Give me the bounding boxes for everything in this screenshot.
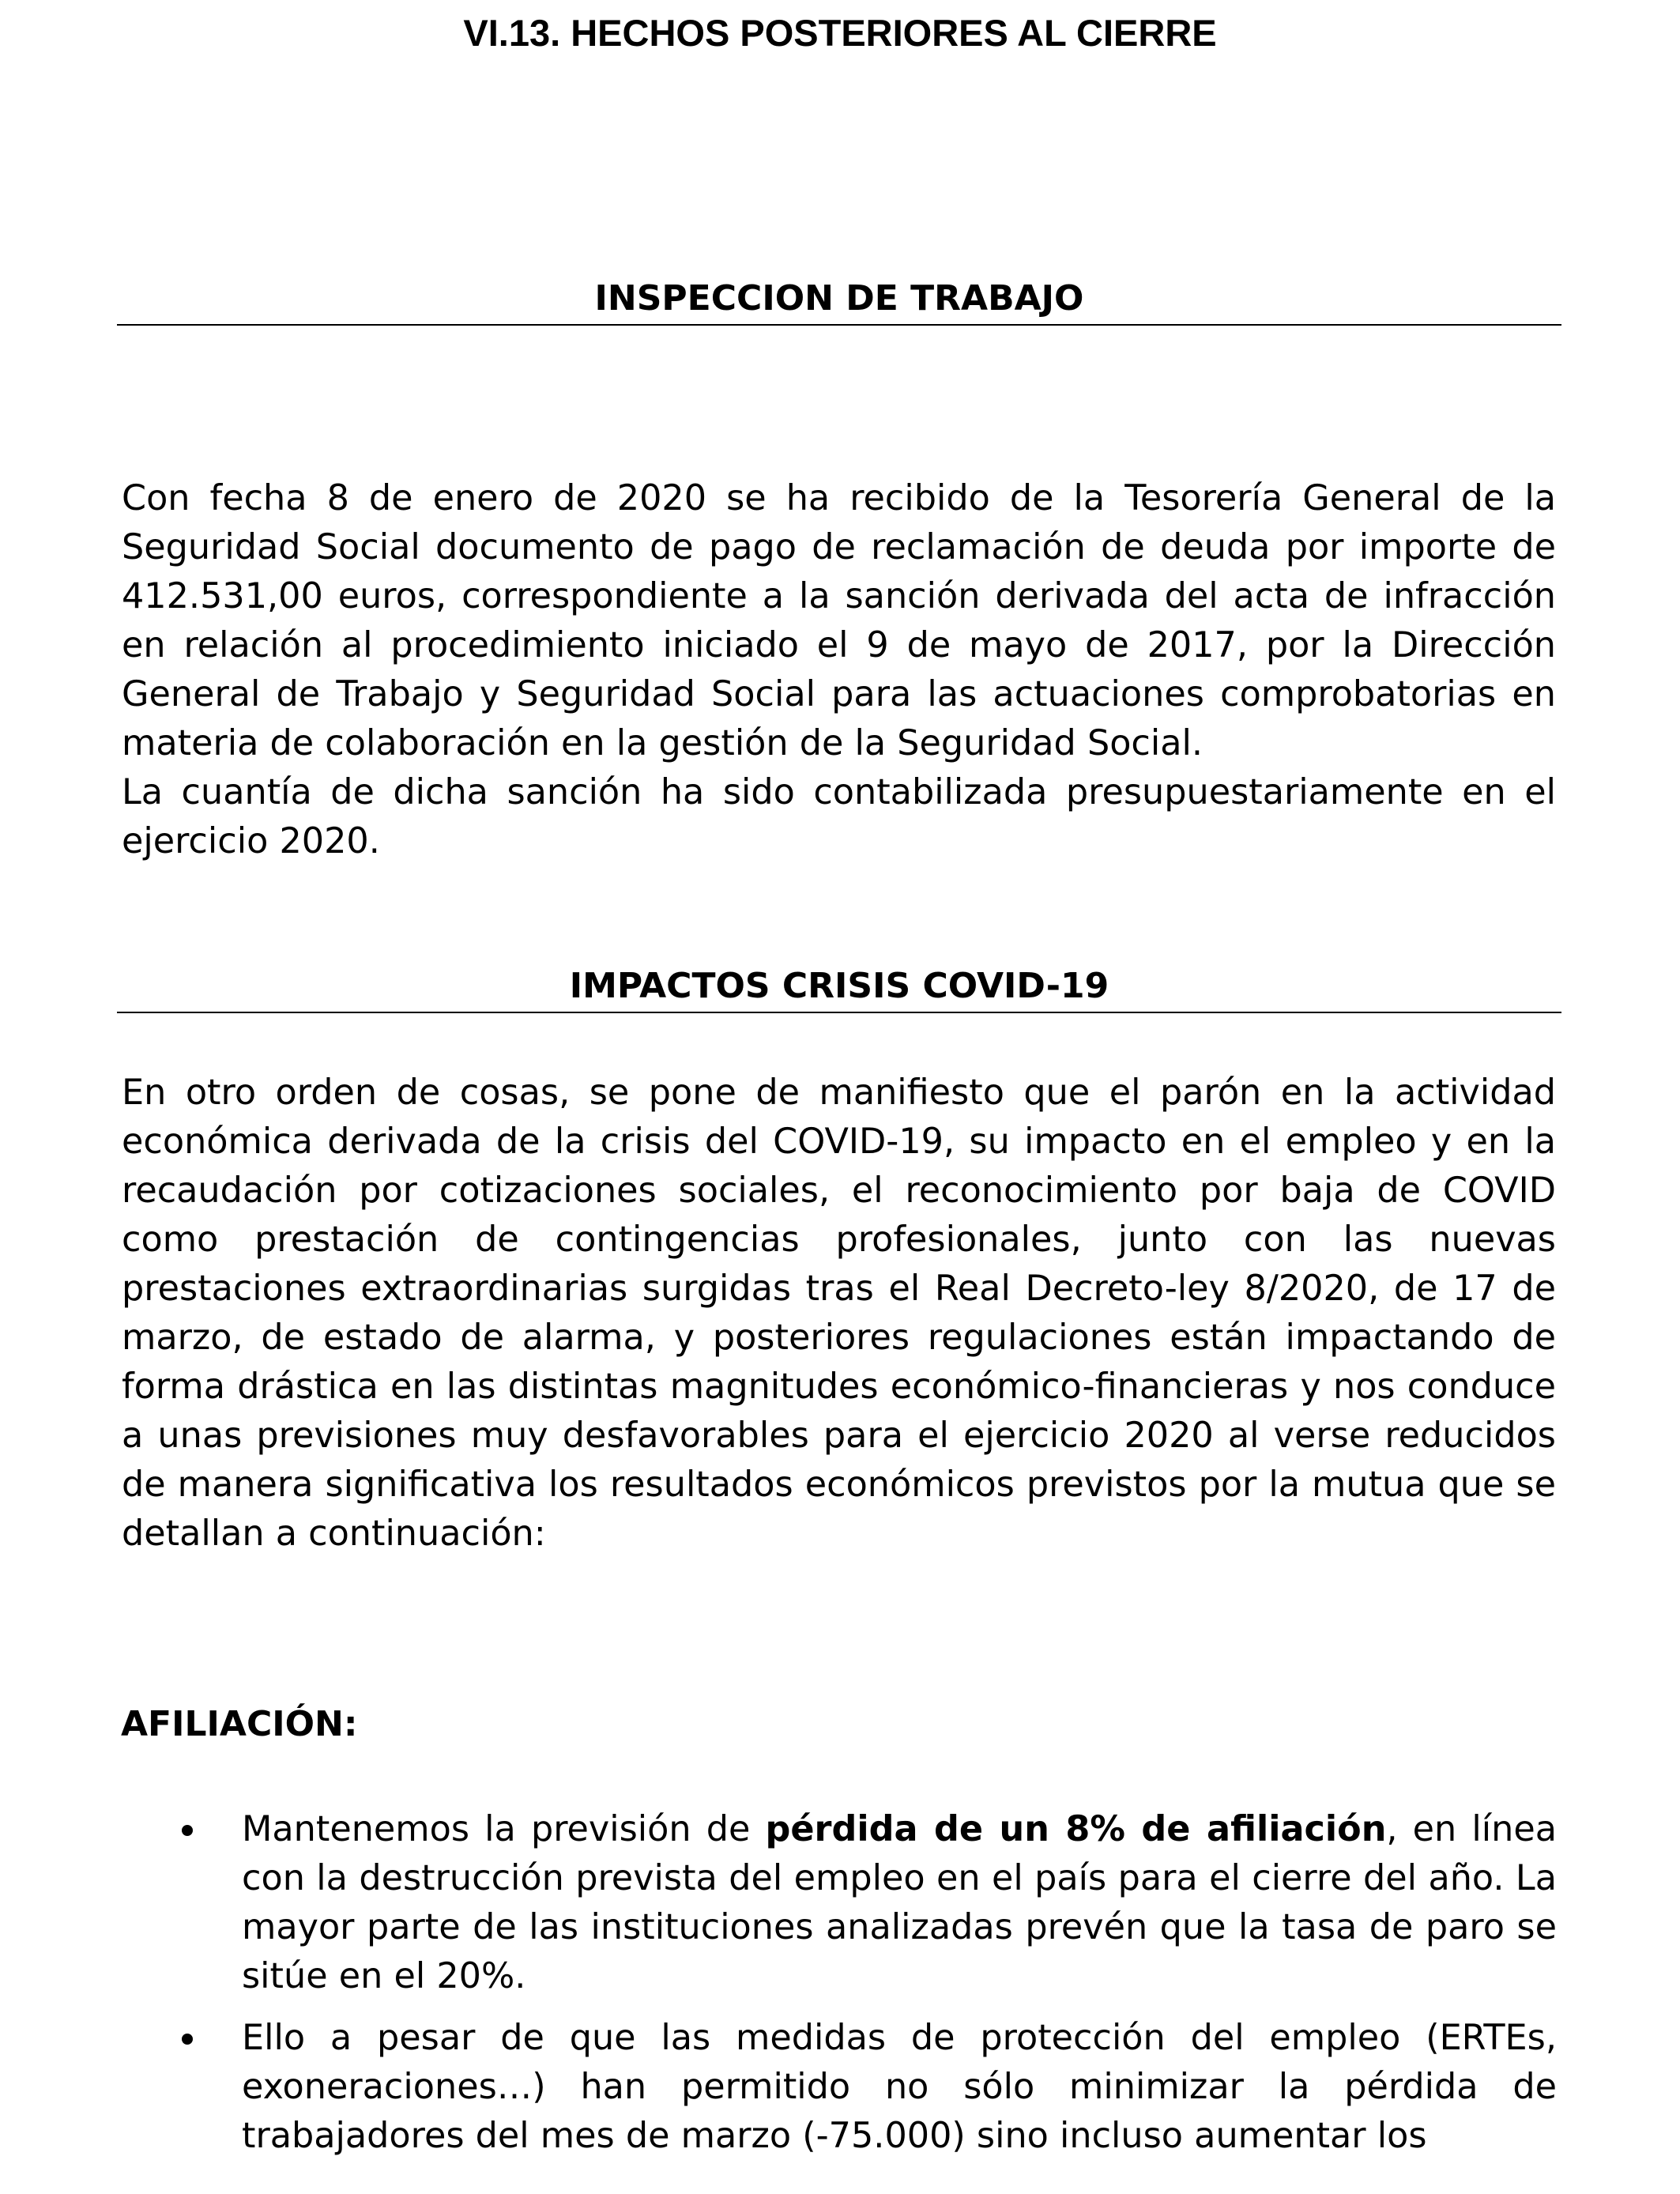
list-item-text-prefix: Mantenemos la previsión de bbox=[242, 1809, 766, 1849]
paragraph-covid: En otro orden de cosas, se pone de manifiesto que el parón en la actividad económica derivada de la crisis del COVID-19, su impacto en el empleo y en la recaudación por cotizaciones sociales, el reconocimiento por baja de COVID como prestación de contingencias profesionales, junto con las nuevas prestaciones extraordinarias surgidas tras el Real Decreto-ley 8/2020, de 17 de marzo, de estado de alarma, y posteriores regulaciones están impactando de forma drástica en las distintas magnitudes económico-financieras y nos conduce a unas previsiones muy desfavorables para el ejercicio 2020 al verse reducidos de manera significativa los resultados económicos previstos por la mutua que se detallan a continuación: bbox=[122, 1072, 1556, 1554]
list-item-text bbox=[242, 1805, 1557, 2001]
list-item-text-suffix: , en línea con la destrucción prevista del empleo en el país para el cierre del año. La mayor parte de las instituciones analizadas prevén que la tasa de paro se sitúe en el 20%. bbox=[242, 1809, 1557, 1996]
section-heading-covid: IMPACTOS CRISIS COVID-19 bbox=[117, 963, 1561, 1013]
section-heading-afiliacion: AFILIACIÓN: bbox=[121, 1704, 358, 1744]
paragraph-inspeccion-2: La cuantía de dicha sanción ha sido contabilizada presupuestariamente en el ejercicio 2020. bbox=[122, 772, 1556, 861]
list-item-text: Ello a pesar de que las medidas de protección del empleo (ERTEs, exoneraciones…) han permitido no sólo minimizar la pérdida de trabajadores del mes de marzo (-75.000) sino incluso aumentar los bbox=[242, 2018, 1557, 2156]
list-item-text-bold: pérdida de un 8% de afiliación bbox=[765, 1809, 1387, 1849]
section-heading-inspeccion: INSPECCION DE TRABAJO bbox=[117, 275, 1561, 326]
document-title: VI.13. HECHOS POSTERIORES AL CIERRE bbox=[463, 12, 1217, 54]
paragraph-inspeccion-1: Con fecha 8 de enero de 2020 se ha recibido de la Tesorería General de la Seguridad Social documento de pago de reclamación de deuda por importe de 412.531,00 euros, correspondiente a la sanción derivada del acta de infracción en relación al procedimiento iniciado el 9 de mayo de 2017, por la Dirección General de Trabajo y Seguridad Social para las actuaciones comprobatorias en materia de colaboración en la gestión de la Seguridad Social. bbox=[122, 478, 1556, 763]
bullet-icon bbox=[182, 2034, 193, 2045]
bullet-icon bbox=[182, 1825, 193, 1836]
